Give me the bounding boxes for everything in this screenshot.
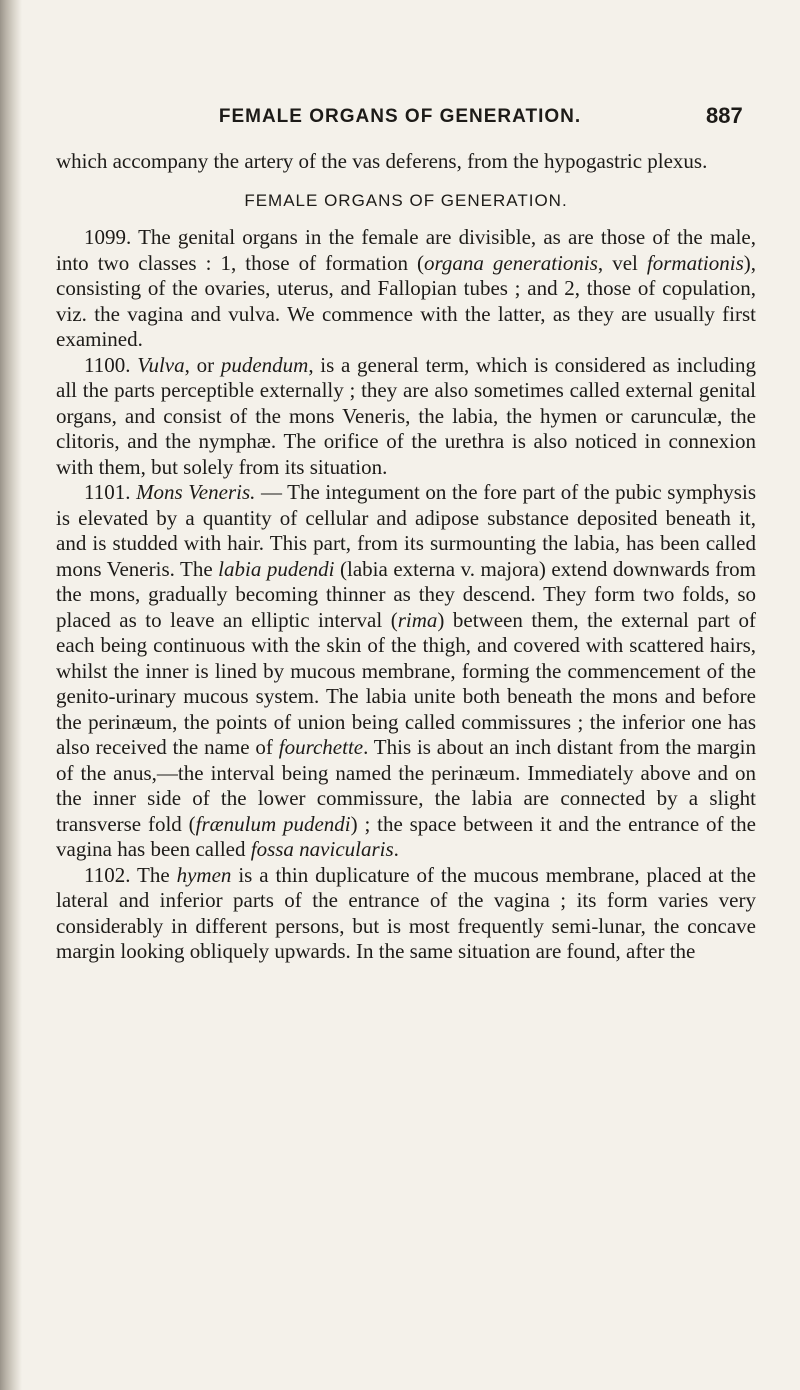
text-segment: The genital organs in the female are divisible, as are those of the male, into two classes : 1, those of formation ( [56, 225, 756, 275]
paragraph-number: 1100. [84, 352, 131, 377]
text-segment: ), consisting of the ovaries, uterus, and Fallopian tubes ; and 2, those of copulation, viz. the vagina and vulva. We commence with the latter, as they are usually first examined. [56, 250, 756, 351]
italic-term: hymen [176, 862, 232, 887]
text-segment: , or [184, 352, 221, 377]
text-segment: — The integument on the fore part of the pubic symphysis is elevated by a quantity of cellular and adipose substance deposited beneath it, and is studded with hair. This part, from its surmounting the labia, has been called mons Veneris. The [56, 480, 756, 581]
text-segment: , vel [597, 250, 647, 275]
text-segment: (labia externa v. majora) extend downwards from the mons, gradually becoming thinner as they descend. They form two folds, so placed as to leave an elliptic interval ( [56, 556, 756, 632]
page-spine-shadow [0, 0, 22, 1390]
text-segment: . [393, 837, 399, 861]
intro-text: which accompany the artery of the vas deferens, from the hypogastric plexus. [56, 149, 708, 173]
text-segment: . This is about an inch distant from the margin of the anus,—the interval being named the perinæum. Immediately above and on the inner side of the lower commissure, the labia are connected by a slight transverse fold ( [56, 735, 756, 836]
italic-term: fourchette [278, 735, 364, 759]
italic-term: Vulva [137, 352, 185, 377]
paragraph-1099 [56, 225, 756, 353]
italic-term: pudendum [220, 352, 309, 377]
text-segment: ) between them, the external part of each being continuous with the skin of the thigh, and covered with scattered hairs, whilst the inner is lined by mucous membrane, forming the commencement of the genito-urinary mucous system. The labia unite both beneath the mons and before the perinæum, the points of union being called commissures ; the inferior one has also received the name of [56, 607, 756, 759]
paragraph-1101 [56, 480, 756, 863]
text-segment: The [130, 862, 177, 887]
paragraph-number: 1099. [84, 225, 132, 249]
page-number: 887 [706, 103, 743, 128]
paragraph-number: 1101. [84, 480, 131, 504]
italic-term: fossa navicularis [250, 837, 394, 861]
paragraph-1102 [56, 863, 756, 965]
section-heading: FEMALE ORGANS OF GENERATION. [244, 190, 568, 210]
body-text [56, 149, 756, 965]
italic-term: rima [397, 607, 438, 632]
text-segment: , is a general term, which is considered as including all the parts perceptible externally ; they are also sometimes called external genital organs, and consist of the mons Veneris, the labia, the hymen or carunculæ, the clitoris, and the nymphæ. The orifice of the urethra is also noticed in connexion with them, but solely from its situation. [56, 352, 756, 479]
text-segment: ) ; the space between it and the entrance of the vagina has been called [56, 811, 757, 861]
text-segment: is a thin duplicature of the mucous membrane, placed at the lateral and inferior parts of the entrance of the vagina ; its form varies very considerably in different persons, but is most frequently semi-lunar, the concave margin looking obliquely upwards. In the same situation are found, after the [56, 862, 756, 963]
italic-term: labia pudendi [218, 556, 335, 581]
italic-term: frænulum pudendi [195, 811, 351, 836]
paragraph-1100 [56, 353, 756, 481]
paragraph-list [56, 225, 756, 965]
italic-term: formationis [646, 250, 744, 275]
italic-term: organa generationis [423, 250, 598, 275]
running-title: FEMALE ORGANS OF GENERATION. [218, 106, 582, 127]
page-header [0, 0, 800, 140]
italic-term: Mons Veneris. [136, 480, 256, 504]
paragraph-number: 1102. [84, 862, 131, 887]
